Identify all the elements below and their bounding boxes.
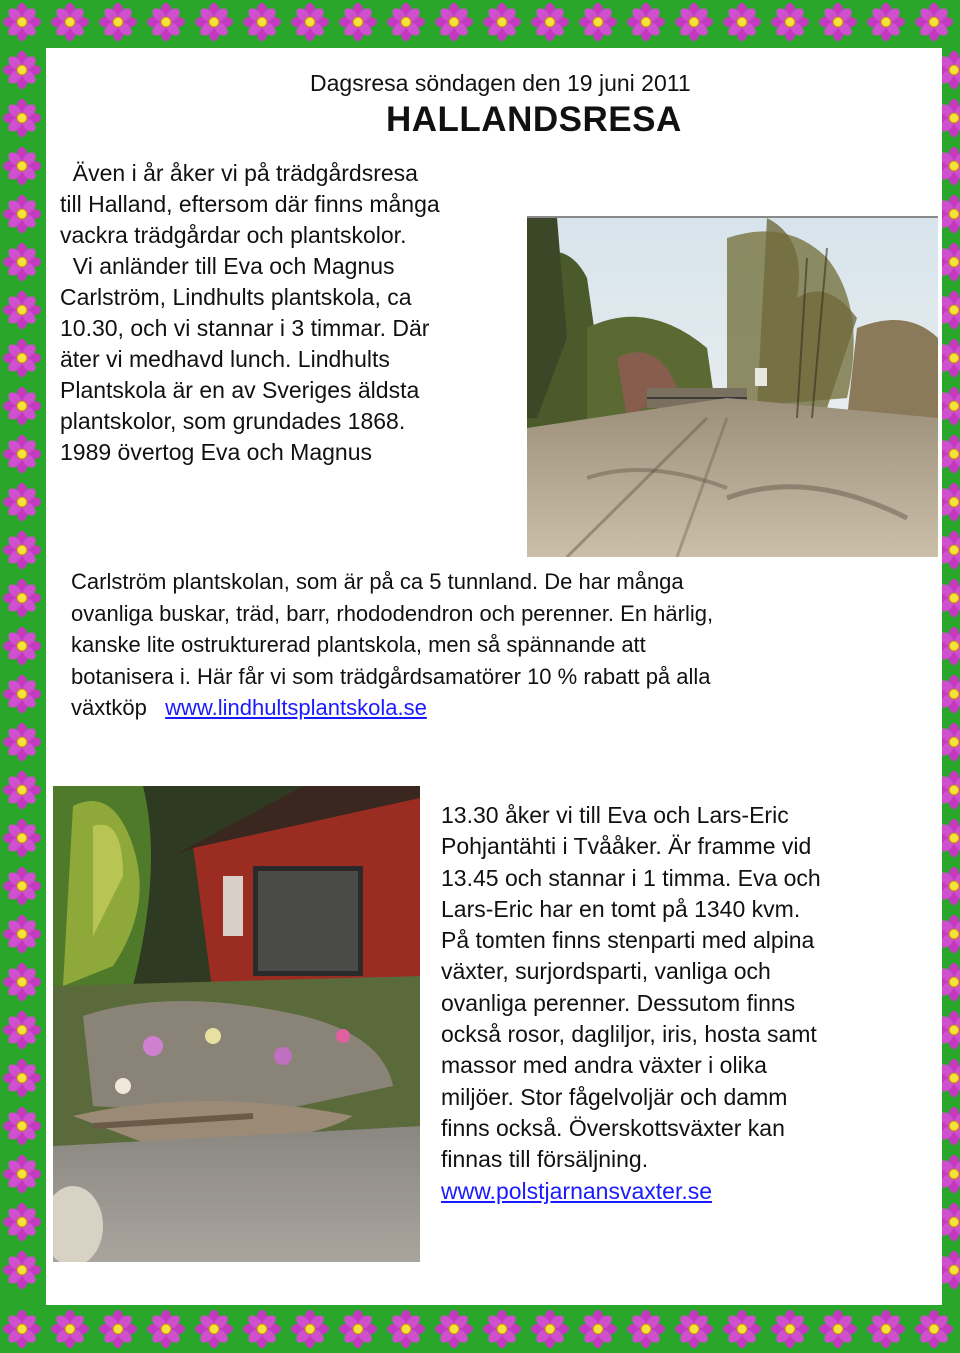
intro-line: vackra trädgårdar och plantskolor. <box>60 222 407 248</box>
intro-line: Plantskola är en av Sveriges äldsta <box>60 377 420 403</box>
intro-line: Även i år åker vi på trädgårdsresa <box>60 160 418 186</box>
lindhults-website-link[interactable]: www.lindhultsplantskola.se <box>165 695 427 720</box>
intro-line: Vi anländer till Eva och Magnus <box>60 253 395 279</box>
intro-line: 1989 övertog Eva och Magnus <box>60 439 372 465</box>
second-garden-description <box>441 800 921 1207</box>
polstjarnan-website-link[interactable]: www.polstjarnansvaxter.se <box>441 1177 713 1204</box>
description-line: ovanliga buskar, träd, barr, rhododendron och perenner. En härlig, <box>71 600 714 626</box>
description-line: finnas till försäljning. <box>441 1146 649 1173</box>
intro-line: 10.30, och vi stannar i 3 timmar. Där <box>60 315 430 341</box>
page-title: HALLANDSRESA <box>386 100 682 139</box>
description-line: På tomten finns stenparti med alpina <box>441 927 815 954</box>
trip-date-subtitle: Dagsresa söndagen den 19 juni 2011 <box>310 70 691 96</box>
nursery-description <box>71 566 911 724</box>
description-line: också rosor, dagliljor, iris, hosta samt <box>441 1021 817 1048</box>
description-line <box>71 692 911 724</box>
intro-line: äter vi medhavd lunch. Lindhults <box>60 346 390 372</box>
nursery-driveway-photo <box>527 218 938 557</box>
intro-paragraph <box>60 158 530 468</box>
description-line: ovanliga perenner. Dessutom finns <box>441 989 796 1016</box>
intro-line: till Halland, eftersom där finns många <box>60 191 440 217</box>
description-line: massor med andra växter i olika <box>441 1052 767 1079</box>
description-line: kanske lite ostrukturerad plantskola, men så spännande att <box>71 632 646 657</box>
link-prefix: växtköp <box>71 695 166 720</box>
intro-line: plantskolor, som grundades 1868. <box>60 408 406 434</box>
description-line: botanisera i. Här får vi som trädgårdsamatörer 10 % rabatt på alla <box>71 663 711 689</box>
description-line: Pohjantähti i Tvååker. Är framme vid <box>441 833 812 860</box>
description-line: 13.45 och stannar i 1 timma. Eva och <box>441 864 821 891</box>
intro-line: Carlström, Lindhults plantskola, ca <box>60 284 412 310</box>
description-line: Lars-Eric har en tomt på 1340 kvm. <box>441 895 801 922</box>
description-line: Carlström plantskolan, som är på ca 5 tunnland. De har många <box>71 569 684 594</box>
description-line: miljöer. Stor fågelvoljär och damm <box>441 1083 788 1110</box>
garden-rockery-photo <box>53 786 420 1262</box>
description-line: finns också. Överskottsväxter kan <box>441 1114 785 1141</box>
description-line: växter, surjordsparti, vanliga och <box>441 958 771 985</box>
description-line: 13.30 åker vi till Eva och Lars-Eric <box>441 802 789 828</box>
